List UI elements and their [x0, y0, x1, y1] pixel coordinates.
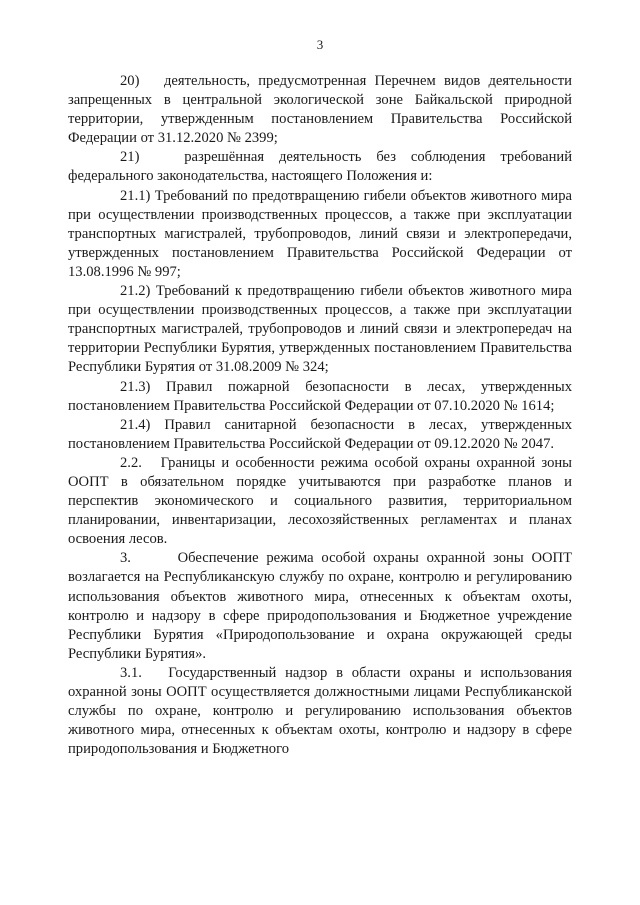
- paragraph-section-3: 3. Обеспечение режима особой охраны охранной зоны ООПТ возлагается на Республиканскую службу по охране, контролю и регулированию использования объектов животного мира, отнесенных к объектам охоты, контролю и надзору в сфере природопользования и Бюджетное учреждение Республики Бурятия «Природопользование и охрана окружающей среды Республики Бурятия».: [68, 550, 572, 662]
- document-body: [68, 72, 572, 759]
- paragraph-item-21: 21) разрешённая деятельность без соблюдения требований федерального законодательства, настоящего Положения и:: [68, 149, 572, 185]
- page-number: 3: [316, 37, 324, 52]
- paragraph-item-21-2: 21.2) Требований к предотвращению гибели объектов животного мира при осуществлении производственных процессов, а также при эксплуатации транспортных магистралей, трубопроводов и линий связи и электропередач на территории Республики Бурятия, утвержденных постановлением Правительства Республики Бурятия от 31.08.2009 № 324;: [68, 283, 572, 376]
- paragraph-item-20: 20) деятельность, предусмотренная Перечнем видов деятельности запрещенных в центральной экологической зоне Байкальской природной территории, утвержденным постановлением Правительства Российской Федерации от 31.12.2020 № 2399;: [68, 73, 572, 147]
- paragraph-item-21-1: 21.1) Требований по предотвращению гибели объектов животного мира при осуществлении производственных процессов, а также при эксплуатации транспортных магистралей, трубопроводов, линий связи и электропередачи, утвержденных постановлением Правительства Российской Федерации от 13.08.1996 № 997;: [68, 187, 572, 280]
- paragraph-item-21-4: 21.4) Правил санитарной безопасности в лесах, утвержденных постановлением Правительства Российской Федерации от 09.12.2020 № 2047.: [68, 416, 572, 452]
- paragraph-item-21-3: 21.3) Правил пожарной безопасности в лесах, утвержденных постановлением Правительства Российской Федерации от 07.10.2020 № 1614;: [68, 378, 572, 414]
- paragraph-section-2-2: 2.2. Границы и особенности режима особой охраны охранной зоны ООПТ в обязательном порядке учитываются при разработке планов и перспектив экономического и социального развития, территориальном планировании, инвентаризации, лесохозяйственных регламентах и планах освоения лесов.: [68, 454, 572, 548]
- paragraph-section-3-1: 3.1. Государственный надзор в области охраны и использования охранной зоны ООПТ осуществляется должностными лицами Республиканской службы по охране, контролю и регулированию использования объектов животного мира, отнесенных к объектам охоты, контролю и надзору в сфере природопользования и Бюджетного: [68, 664, 572, 758]
